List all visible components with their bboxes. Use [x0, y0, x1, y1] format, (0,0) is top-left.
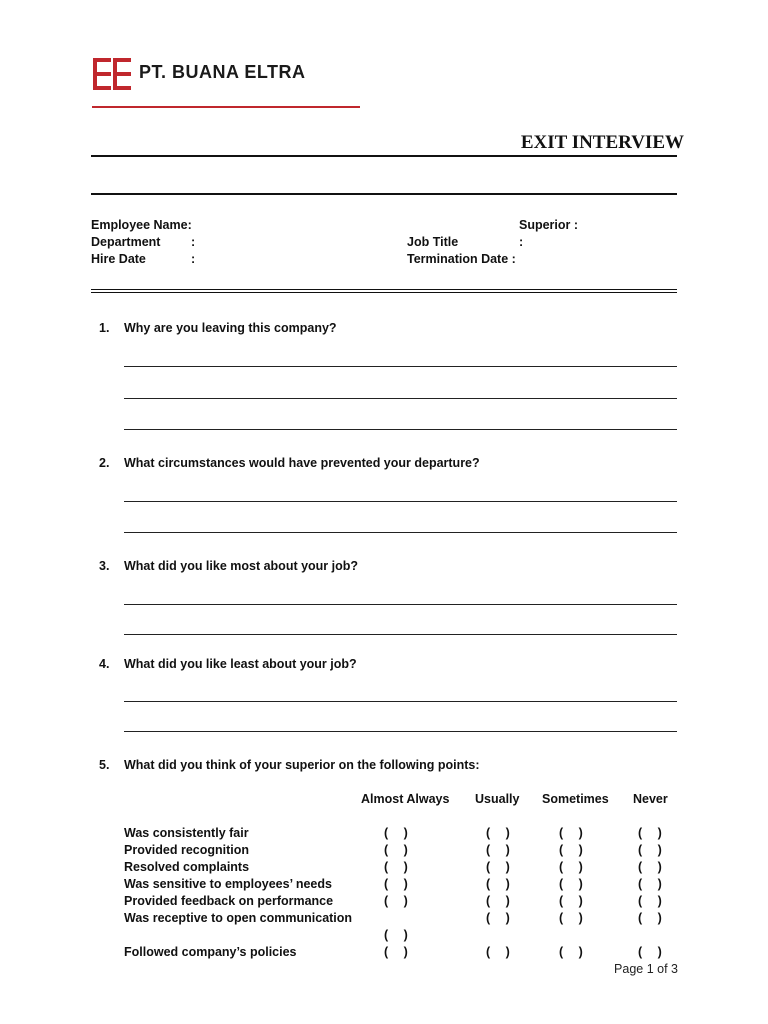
choice-never[interactable]: ( )	[638, 877, 668, 891]
question-4	[99, 657, 357, 671]
hire-date-label: Hire Date	[91, 252, 146, 266]
rating-item: Followed company’s policies	[124, 945, 297, 959]
choice-sometimes[interactable]: ( )	[559, 945, 589, 959]
buana-eltra-logo-icon	[93, 58, 133, 90]
question-text: What circumstances would have prevented your departure?	[124, 456, 480, 470]
answer-line[interactable]	[124, 532, 677, 533]
rating-item: Resolved complaints	[124, 860, 250, 874]
employee-name-label: Employee Name:	[91, 218, 192, 232]
choice-never[interactable]: ( )	[638, 894, 668, 908]
rating-header-usually: Usually	[475, 792, 520, 806]
question-number: 3.	[99, 559, 110, 573]
choice-never[interactable]: ( )	[638, 911, 668, 925]
choice-usually[interactable]: ( )	[486, 860, 516, 874]
department-label: Department	[91, 235, 161, 249]
answer-line[interactable]	[124, 634, 677, 635]
answer-line[interactable]	[124, 604, 677, 605]
info-divider-top	[91, 289, 677, 290]
answer-line[interactable]	[124, 501, 677, 502]
choice-almost-always[interactable]: ( )	[384, 843, 414, 857]
choice-usually[interactable]: ( )	[486, 945, 516, 959]
choice-almost-always[interactable]: ( )	[384, 860, 414, 874]
question-text: Why are you leaving this company?	[124, 321, 337, 335]
rating-header-sometimes: Sometimes	[542, 792, 609, 806]
title-divider	[91, 155, 677, 157]
rating-item: Provided feedback on performance	[124, 894, 334, 908]
choice-never[interactable]: ( )	[638, 945, 668, 959]
question-5	[99, 758, 480, 772]
rating-item: Provided recognition	[124, 843, 250, 857]
choice-sometimes[interactable]: ( )	[559, 843, 589, 857]
question-number: 5.	[99, 758, 110, 772]
question-1	[99, 321, 337, 335]
hire-date-colon: :	[191, 252, 196, 266]
choice-sometimes[interactable]: ( )	[559, 826, 589, 840]
choice-usually[interactable]: ( )	[486, 877, 516, 891]
job-title-colon: :	[519, 235, 524, 249]
question-text: What did you like most about your job?	[124, 559, 359, 573]
question-text: What did you think of your superior on the following points:	[124, 758, 480, 772]
rating-header-almost-always: Almost Always	[361, 792, 450, 806]
choice-almost-always[interactable]: ( )	[384, 945, 414, 959]
job-title-label: Job Title	[407, 235, 459, 249]
question-number: 1.	[99, 321, 110, 335]
rating-header-never: Never	[633, 792, 668, 806]
question-text: What did you like least about your job?	[124, 657, 357, 671]
choice-almost-always[interactable]: ( )	[384, 877, 414, 891]
choice-almost-always[interactable]: ( )	[384, 826, 414, 840]
choice-sometimes[interactable]: ( )	[559, 911, 589, 925]
choice-never[interactable]: ( )	[638, 860, 668, 874]
question-2	[99, 456, 480, 470]
choice-usually[interactable]: ( )	[486, 843, 516, 857]
choice-usually[interactable]: ( )	[486, 894, 516, 908]
question-number: 2.	[99, 456, 110, 470]
header-divider	[91, 193, 677, 195]
choice-usually[interactable]: ( )	[486, 911, 516, 925]
choice-never[interactable]: ( )	[638, 826, 668, 840]
choice-never[interactable]: ( )	[638, 843, 668, 857]
answer-line[interactable]	[124, 429, 677, 430]
question-number: 4.	[99, 657, 110, 671]
superior-label: Superior :	[519, 218, 579, 232]
page-title: EXIT INTERVIEW	[520, 132, 684, 153]
answer-line[interactable]	[124, 701, 677, 702]
answer-line[interactable]	[124, 398, 677, 399]
choice-usually[interactable]: ( )	[486, 826, 516, 840]
answer-line[interactable]	[124, 366, 677, 367]
choice-sometimes[interactable]: ( )	[559, 877, 589, 891]
company-name: PT. BUANA ELTRA	[139, 62, 306, 82]
department-colon: :	[191, 235, 196, 249]
info-divider-bottom	[91, 292, 677, 293]
choice-sometimes[interactable]: ( )	[559, 860, 589, 874]
choice-sometimes[interactable]: ( )	[559, 894, 589, 908]
rating-item: Was receptive to open communication	[124, 911, 353, 925]
rating-item: Was consistently fair	[124, 826, 249, 840]
page-number: Page 1 of 3	[614, 962, 678, 976]
termination-date-label: Termination Date :	[407, 252, 516, 266]
rating-item: Was sensitive to employees’ needs	[124, 877, 332, 891]
logo-underline	[92, 106, 360, 108]
choice-almost-always[interactable]: ( )	[384, 928, 414, 942]
choice-almost-always[interactable]: ( )	[384, 894, 414, 908]
answer-line[interactable]	[124, 731, 677, 732]
question-3	[99, 559, 358, 573]
